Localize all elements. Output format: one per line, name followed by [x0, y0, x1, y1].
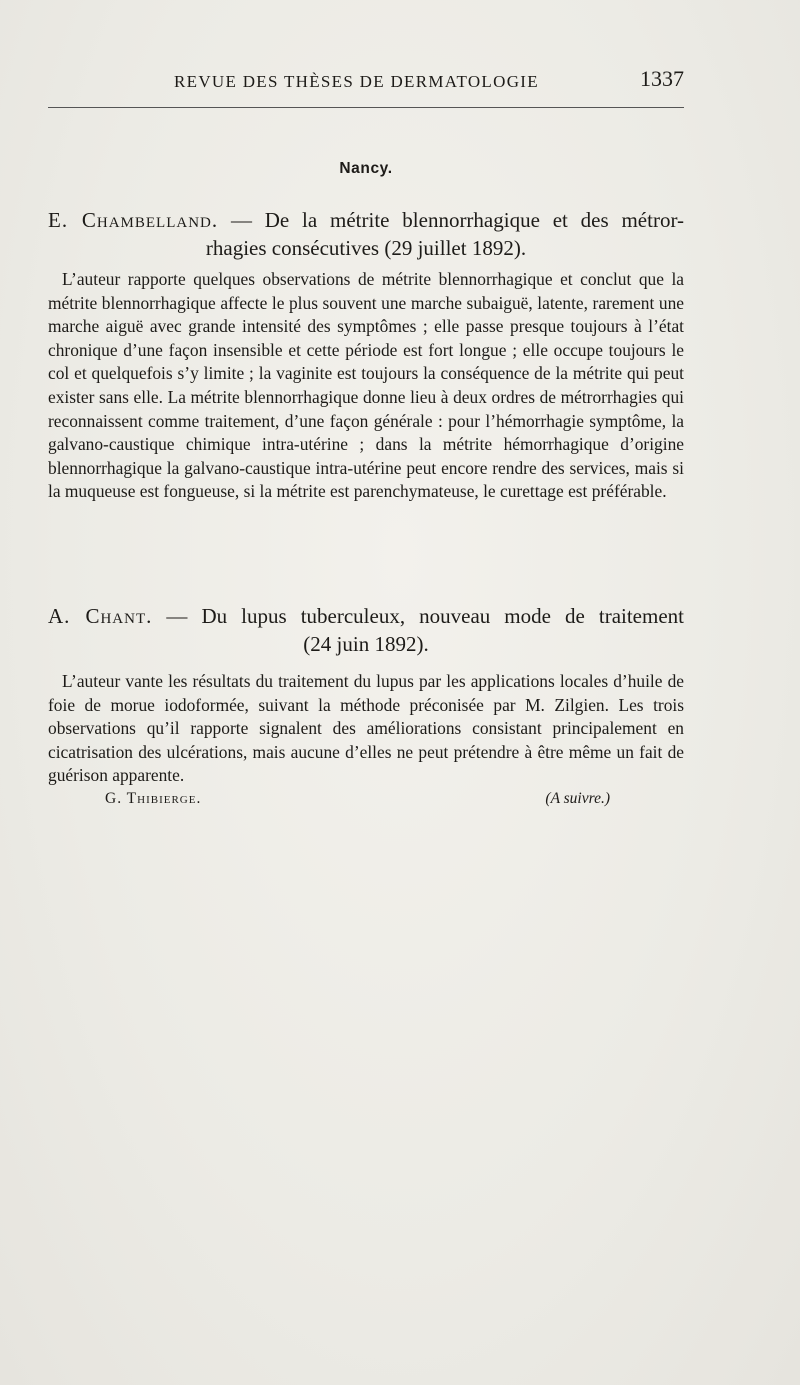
section-heading-city: Nancy.	[339, 160, 393, 177]
entry-title-line1: — De la métrite blennorrhagique et des métror-	[230, 208, 685, 232]
running-title: REVUE DES THÈSES DE DERMATOLOGIE	[174, 72, 539, 91]
continuation-note: (A suivre.)	[545, 790, 610, 807]
entry-author: A. Chant.	[48, 604, 153, 628]
header-divider	[48, 107, 684, 108]
page-number: 1337	[640, 66, 684, 91]
entry-title-line1: — Du lupus tuberculeux, nouveau mode de traitement	[166, 604, 684, 628]
entry-title-chambelland	[48, 206, 684, 262]
page-header	[48, 66, 684, 96]
entry-body-chant: L’auteur vante les résultats du traitement du lupus par les applications locales d’huile de foie de morue iodoformée, suivant la méthode préconisée par M. Zilgien. Les trois observations qu’il rapporte signalent des améliorations consistant principalement en cicatrisation des ulcérations, mais aucune d’elles ne peut prétendre à être même un fait de guérison apparente.	[48, 671, 684, 786]
entry-title-chant	[48, 602, 684, 658]
entry-title-line2: rhagies consécutives (29 juillet 1892).	[205, 236, 527, 260]
signature-line	[48, 788, 684, 812]
entry-author: E. Chambelland.	[48, 208, 219, 232]
entry-title-line2: (24 juin 1892).	[303, 632, 429, 656]
entry-body-chambelland: L’auteur rapporte quelques observations de métrite blennorrhagique et conclut que la métrite blennorrhagique affecte le plus souvent une marche subaiguë, latente, rarement une marche aiguë avec grande intensité des symptômes ; elle passe presque toujours à l’état chronique d’une façon insensible et cette période est fort longue ; elle occupe toujours le col et quelquefois s’y limite ; la vaginite est toujours la conséquence de la métrite qui peut exister sans elle. La métrite blennorrhagique donne lieu à deux ordres de métrorrhagies qui reconnaissent comme traitement, d’une façon générale : pour l’hémorrhagie symptôme, la galvano-caustique chimique intra-utérine ; dans la métrite hémorrhagique d’origine blennorrhagique la galvano-caustique intra-utérine peut encore rendre des services, mais si la muqueuse est fongueuse, si la métrite est parenchymateuse, le curettage est préférable.	[48, 269, 684, 502]
signature-name: G. Thibierge.	[105, 790, 202, 807]
